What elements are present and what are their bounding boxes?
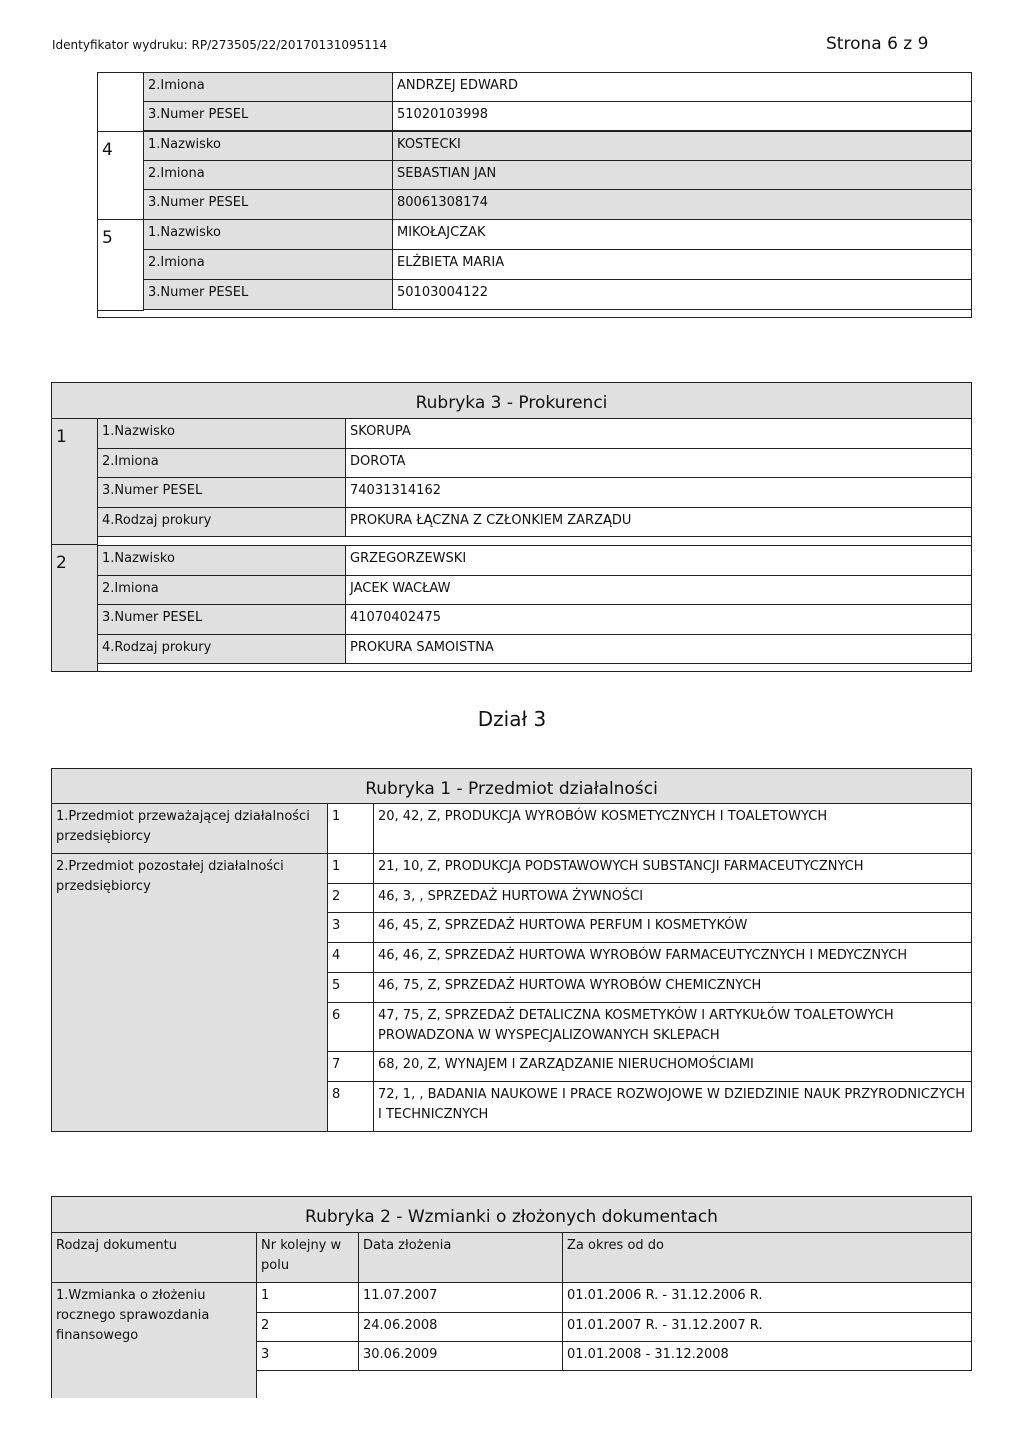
row-number: 1 (256, 1282, 359, 1313)
row-label: 1.Nazwisko (97, 545, 346, 576)
group-number: 5 (97, 219, 144, 311)
document-type: 1.Wzmianka o złożeniu rocznego sprawozdania finansowego (51, 1282, 257, 1398)
print-identifier: Identyfikator wydruku: RP/273505/22/20170131095114 (52, 38, 388, 52)
period: 01.01.2006 R. - 31.12.2006 R. (562, 1282, 972, 1313)
row-label: 3.Numer PESEL (97, 604, 346, 635)
period: 01.01.2007 R. - 31.12.2007 R. (562, 1312, 972, 1342)
row-label: 1.Nazwisko (143, 219, 393, 250)
row-label: 2.Imiona (143, 249, 393, 280)
row-label: 2.Imiona (97, 575, 346, 605)
row-value: PROKURA SAMOISTNA (345, 634, 972, 664)
column-header: Data złożenia (358, 1232, 563, 1283)
row-number: 4 (327, 942, 374, 973)
row-value: 74031314162 (345, 477, 972, 508)
row-value: PROKURA ŁĄCZNA Z CZŁONKIEM ZARZĄDU (345, 507, 972, 537)
row-number: 2 (256, 1312, 359, 1342)
row-value: GRZEGORZEWSKI (345, 545, 972, 576)
row-value: 46, 46, Z, SPRZEDAŻ HURTOWA WYROBÓW FARMACEUTYCZNYCH I MEDYCZNYCH (373, 942, 972, 973)
group-number: 1 (51, 418, 98, 545)
row-value: 46, 45, Z, SPRZEDAŻ HURTOWA PERFUM I KOSMETYKÓW (373, 912, 972, 943)
row-value: 46, 75, Z, SPRZEDAŻ HURTOWA WYROBÓW CHEMICZNYCH (373, 972, 972, 1003)
row-value: 68, 20, Z, WYNAJEM I ZARZĄDZANIE NIERUCHOMOŚCIAMI (373, 1051, 972, 1082)
row-value: JACEK WACŁAW (345, 575, 972, 605)
row-value: 21, 10, Z, PRODUKCJA PODSTAWOWYCH SUBSTANCJI FARMACEUTYCZNYCH (373, 853, 972, 884)
row-value: DOROTA (345, 448, 972, 478)
section-heading: Dział 3 (477, 707, 547, 731)
row-value: 51020103998 (392, 101, 972, 131)
row-value: 80061308174 (392, 189, 972, 220)
group-number-cell (97, 72, 144, 132)
row-value: ANDRZEJ EDWARD (392, 72, 972, 102)
column-header: Nr kolejny w polu (256, 1232, 359, 1283)
row-label: 4.Rodzaj prokury (97, 634, 346, 664)
row-value: SEBASTIAN JAN (392, 160, 972, 190)
filing-date: 30.06.2009 (358, 1341, 563, 1371)
row-value: 20, 42, Z, PRODUKCJA WYROBÓW KOSMETYCZNYCH I TOALETOWYCH (373, 803, 972, 854)
row-label: 2.Przedmiot pozostałej działalności przedsiębiorcy (51, 853, 328, 1132)
filing-date: 11.07.2007 (358, 1282, 563, 1313)
row-number: 8 (327, 1081, 374, 1132)
row-number: 5 (327, 972, 374, 1003)
period: 01.01.2008 - 31.12.2008 (562, 1341, 972, 1371)
row-label: 2.Imiona (143, 160, 393, 190)
row-label: 2.Imiona (97, 448, 346, 478)
group-number: 2 (51, 544, 98, 672)
row-value: 72, 1, , BADANIA NAUKOWE I PRACE ROZWOJOWE W DZIEDZINIE NAUK PRZYRODNICZYCH I TECHNICZNYCH (373, 1081, 972, 1132)
row-number: 3 (327, 912, 374, 943)
row-number: 2 (327, 883, 374, 913)
row-number: 1 (327, 853, 374, 884)
row-value: KOSTECKI (392, 131, 972, 161)
row-value: MIKOŁAJCZAK (392, 219, 972, 250)
row-value: 41070402475 (345, 604, 972, 635)
row-value: 46, 3, , SPRZEDAŻ HURTOWA ŻYWNOŚCI (373, 883, 972, 913)
row-label: 3.Numer PESEL (143, 101, 393, 131)
row-value: SKORUPA (345, 418, 972, 449)
group-number: 4 (97, 131, 144, 220)
row-label: 3.Numer PESEL (143, 189, 393, 220)
section-title: Rubryka 1 - Przedmiot działalności (51, 768, 972, 804)
row-label: 4.Rodzaj prokury (97, 507, 346, 537)
section-title: Rubryka 3 - Prokurenci (51, 382, 972, 419)
row-label: 2.Imiona (143, 72, 393, 102)
row-number: 7 (327, 1051, 374, 1082)
row-label: 1.Przedmiot przeważającej działalności przedsiębiorcy (51, 803, 328, 854)
row-value: 50103004122 (392, 279, 972, 310)
row-value: 47, 75, Z, SPRZEDAŻ DETALICZNA KOSMETYKÓW I ARTYKUŁÓW TOALETOWYCH PROWADZONA W WYSPECJALIZOWANYCH SKLEPACH (373, 1002, 972, 1052)
row-label: 1.Nazwisko (97, 418, 346, 449)
row-number: 6 (327, 1002, 374, 1052)
column-header: Rodzaj dokumentu (51, 1232, 257, 1283)
section-title: Rubryka 2 - Wzmianki o złożonych dokumentach (51, 1196, 972, 1233)
row-number: 3 (256, 1341, 359, 1371)
row-number: 1 (327, 803, 374, 854)
row-label: 3.Numer PESEL (97, 477, 346, 508)
filing-date: 24.06.2008 (358, 1312, 563, 1342)
row-value: ELŻBIETA MARIA (392, 249, 972, 280)
row-label: 1.Nazwisko (143, 131, 393, 161)
page-number: Strona 6 z 9 (826, 34, 929, 54)
row-label: 3.Numer PESEL (143, 279, 393, 310)
column-header: Za okres od do (562, 1232, 972, 1283)
